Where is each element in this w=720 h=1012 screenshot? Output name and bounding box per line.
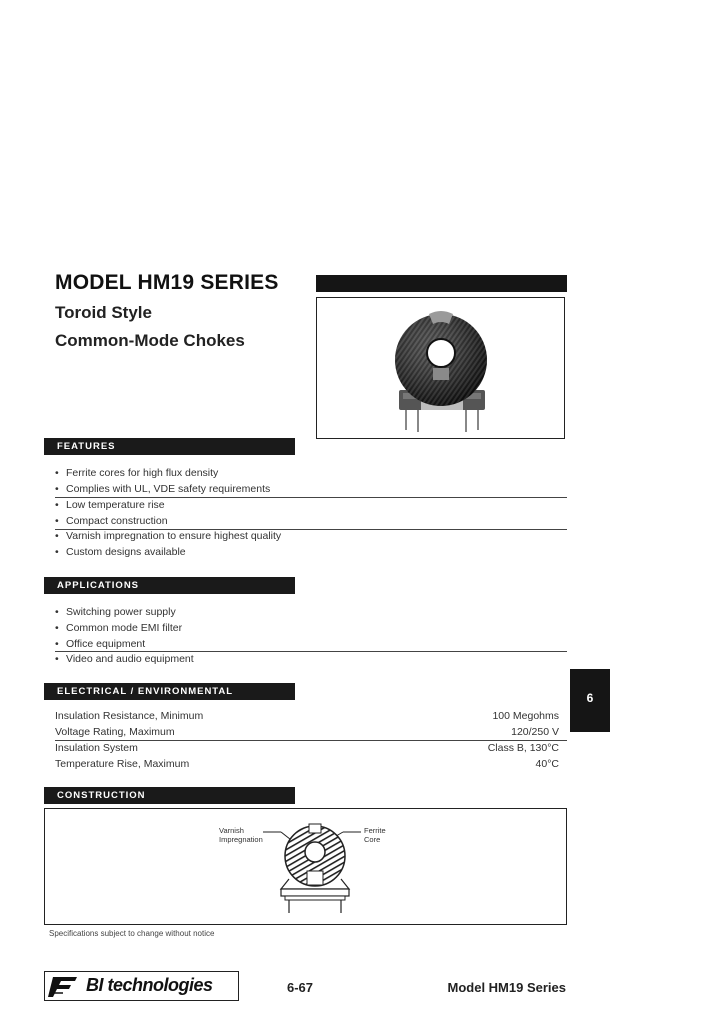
spec-value: 40°C: [535, 758, 559, 770]
callout-varnish: Varnish Impregnation: [219, 826, 263, 844]
construction-heading: CONSTRUCTION: [44, 787, 295, 804]
product-photo-frame: [316, 297, 565, 439]
spec-label: Insulation Resistance, Minimum: [55, 710, 204, 722]
construction-diagram: [45, 809, 566, 924]
list-item: • Switching power supply: [55, 606, 176, 618]
list-item: • Ferrite cores for high flux density: [55, 467, 219, 479]
list-item: • Office equipment: [55, 638, 146, 650]
applications-heading: APPLICATIONS: [44, 577, 295, 594]
logo-text: BI technologies: [86, 975, 213, 995]
footnote: Specifications subject to change without notice: [49, 929, 215, 938]
footer-series-title: Model HM19 Series: [447, 980, 566, 995]
bi-logo-icon: [47, 974, 81, 999]
page-number: 6-67: [287, 980, 314, 995]
page-title: MODEL HM19 SERIES: [55, 271, 279, 294]
list-item: • Low temperature rise: [55, 499, 165, 511]
subtitle-line-2: Common-Mode Chokes: [55, 331, 245, 350]
spec-value: 100 Megohms: [492, 710, 559, 722]
list-item: • Video and audio equipment: [55, 653, 194, 665]
list-item: • Complies with UL, VDE safety requirements: [55, 483, 271, 495]
list-item: • Varnish impregnation to ensure highest quality: [55, 530, 282, 542]
spec-value: Class B, 130°C: [487, 742, 559, 754]
construction-diagram-frame: [44, 808, 567, 925]
callout-ferrite-core: Ferrite Core: [364, 826, 386, 844]
header-black-bar: [316, 275, 567, 292]
subtitle-line-1: Toroid Style: [55, 303, 152, 322]
spec-value: 120/250 V: [511, 726, 559, 738]
list-item: • Common mode EMI filter: [55, 622, 183, 634]
list-item: • Custom designs available: [55, 546, 186, 558]
spec-label: Insulation System: [55, 742, 138, 754]
electrical-heading: ELECTRICAL / ENVIRONMENTAL: [44, 683, 295, 700]
chapter-tab: 6: [570, 669, 610, 732]
features-heading: FEATURES: [44, 438, 295, 455]
spec-label: Temperature Rise, Maximum: [55, 758, 190, 770]
spec-label: Voltage Rating, Maximum: [55, 726, 175, 738]
toroid-choke-photo: [317, 298, 564, 438]
list-item: • Compact construction: [55, 515, 168, 527]
